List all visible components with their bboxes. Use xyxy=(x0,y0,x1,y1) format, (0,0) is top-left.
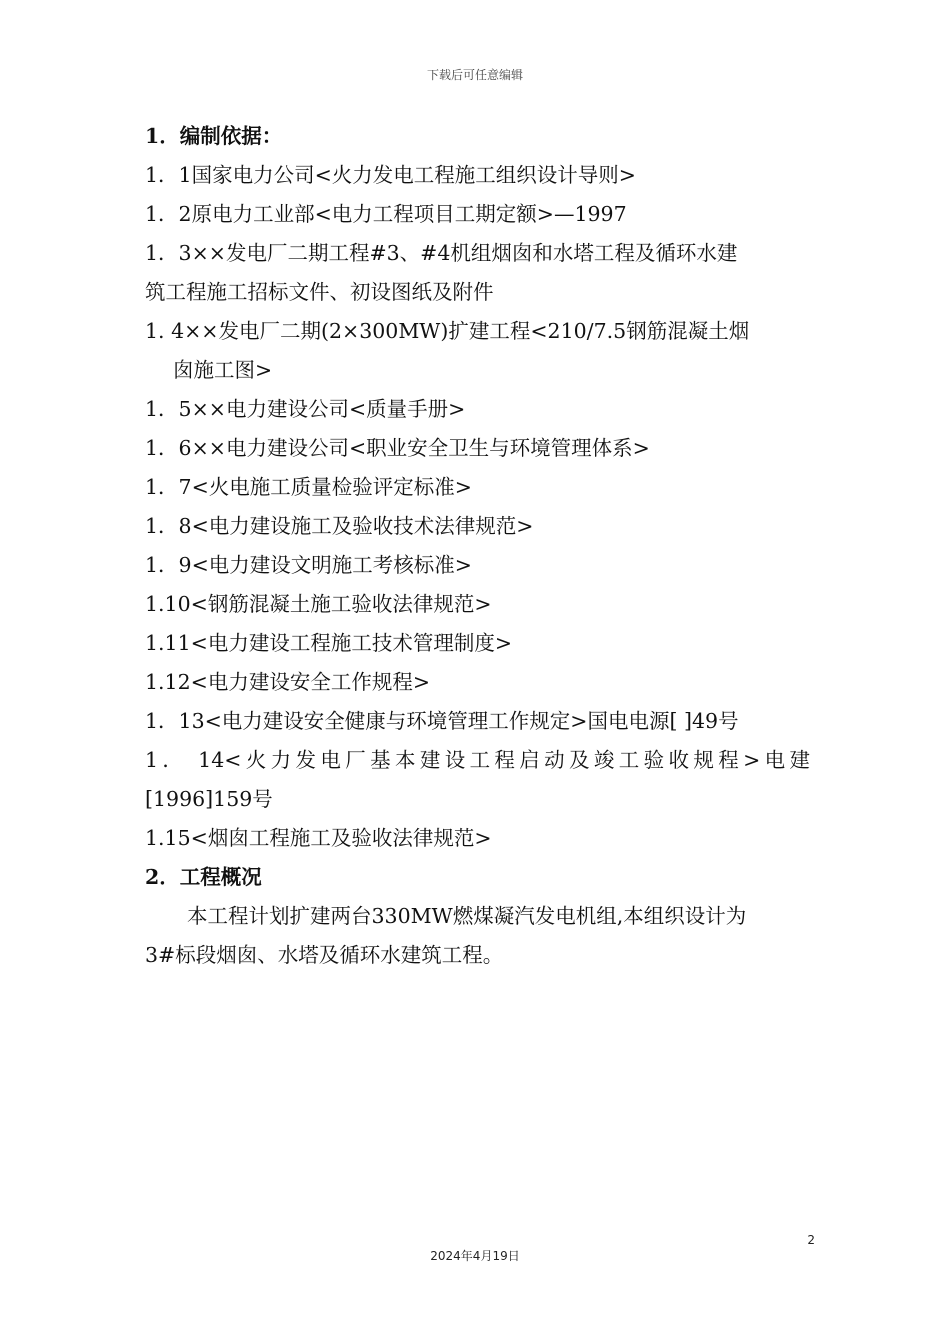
page-header: 下载后可任意编辑 xyxy=(426,68,523,82)
list-item: 1．6××电力建设公司<职业安全卫生与环境管理体系> xyxy=(145,436,650,460)
list-item-continuation: 囱施工图> xyxy=(173,358,273,382)
list-item: 1.15<烟囱工程施工及验收法律规范> xyxy=(145,826,492,850)
page-footer-date: 2024年4月19日 xyxy=(430,1249,520,1263)
list-item: 1.12<电力建设安全工作规程> xyxy=(145,670,430,694)
section-heading-basis: 1．编制依据： xyxy=(145,124,283,148)
section-heading-overview: 2．工程概况 xyxy=(145,865,262,889)
paragraph-line: 本工程计划扩建两台330MW燃煤凝汽发电机组,本组织设计为 xyxy=(187,904,747,928)
list-item: 1.10<钢筋混凝土施工验收法律规范> xyxy=(145,592,492,616)
list-item: 1．7<火电施工质量检验评定标准> xyxy=(145,475,472,499)
list-item: 1．1国家电力公司<火力发电工程施工组织设计导则> xyxy=(145,163,636,187)
list-item-continuation: 筑工程施工招标文件、初设图纸及附件 xyxy=(145,280,494,304)
document-body xyxy=(145,117,810,975)
paragraph-line: 3#标段烟囱、水塔及循环水建筑工程。 xyxy=(145,943,504,967)
list-item: 1. 4××发电厂二期(2×300MW)扩建工程<210/7.5钢筋混凝土烟 xyxy=(145,319,750,343)
list-item: 1．3××发电厂二期工程#3、#4机组烟囱和水塔工程及循环水建 xyxy=(145,241,738,265)
list-item: 1．13<电力建设安全健康与环境管理工作规定>国电电源[ ]49号 xyxy=(145,709,739,733)
page-number: 2 xyxy=(807,1233,815,1247)
list-item: 1．8<电力建设施工及验收技术法律规范> xyxy=(145,514,534,538)
list-item-continuation: [1996]159号 xyxy=(145,787,273,811)
list-item: 1．5××电力建设公司<质量手册> xyxy=(145,397,466,421)
list-item: 1．2原电力工业部<电力工程项目工期定额>—1997 xyxy=(145,202,627,226)
list-item: 1． 14<火力发电厂基本建设工程启动及竣工验收规程>电建 xyxy=(145,748,810,772)
list-item: 1.11<电力建设工程施工技术管理制度> xyxy=(145,631,512,655)
list-item: 1．9<电力建设文明施工考核标准> xyxy=(145,553,472,577)
